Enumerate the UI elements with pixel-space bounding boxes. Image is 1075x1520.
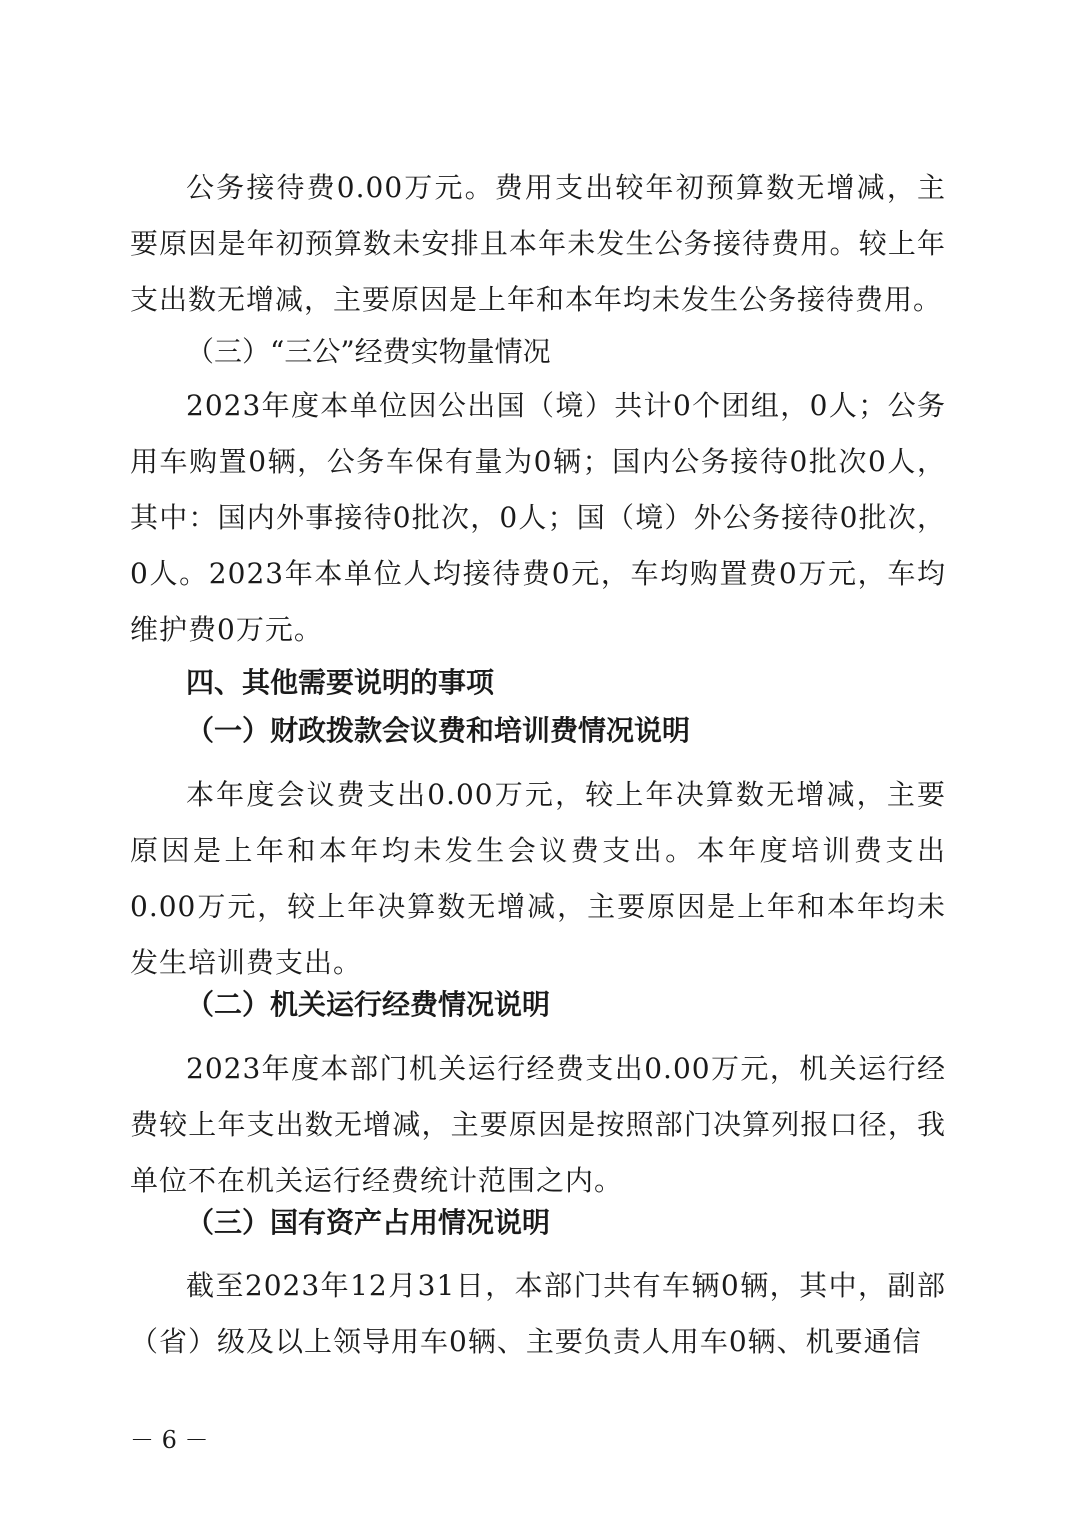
paragraph-operating-expenses: 2023年度本部门机关运行经费支出0.00万元，机关运行经费较上年支出数无增减，主要原因是按照部门决算列报口径，我单位不在机关运行经费统计范围之内。 bbox=[130, 1052, 946, 1197]
heading-meeting-training: （一）财政拨款会议费和培训费情况说明 bbox=[186, 714, 691, 747]
heading-section-four: 四、其他需要说明的事项 bbox=[186, 666, 495, 699]
paragraph-meeting-training: 本年度会议费支出0.00万元，较上年决算数无增减，主要原因是上年和本年均未发生会议费支出。本年度培训费支出0.00万元，较上年决算数无增减，主要原因是上年和本年均未发生培训费支出。 bbox=[130, 778, 946, 979]
page-number: － 6 － bbox=[130, 1426, 209, 1454]
heading-operating-expenses: （二）机关运行经费情况说明 bbox=[186, 988, 551, 1021]
heading-san-gong-physical: （三）“三公”经费实物量情况 bbox=[186, 335, 551, 368]
paragraph-state-assets: 截至2023年12月31日，本部门共有车辆0辆，其中，副部（省）级及以上领导用车0辆、主要负责人用车0辆、机要通信 bbox=[130, 1269, 946, 1358]
paragraph-reception-fee: 公务接待费0.00万元。费用支出较年初预算数无增减，主要原因是年初预算数未安排且本年未发生公务接待费用。较上年支出数无增减，主要原因是上年和本年均未发生公务接待费用。 bbox=[130, 171, 946, 316]
paragraph-san-gong-physical: 2023年度本单位因公出国（境）共计0个团组，0人；公务用车购置0辆，公务车保有量为0辆；国内公务接待0批次0人，其中：国内外事接待0批次，0人；国（境）外公务接待0批次，0人。2023年本单位人均接待费0元，车均购置费0万元，车均维护费0万元。 bbox=[130, 389, 946, 646]
heading-state-assets: （三）国有资产占用情况说明 bbox=[186, 1206, 551, 1239]
